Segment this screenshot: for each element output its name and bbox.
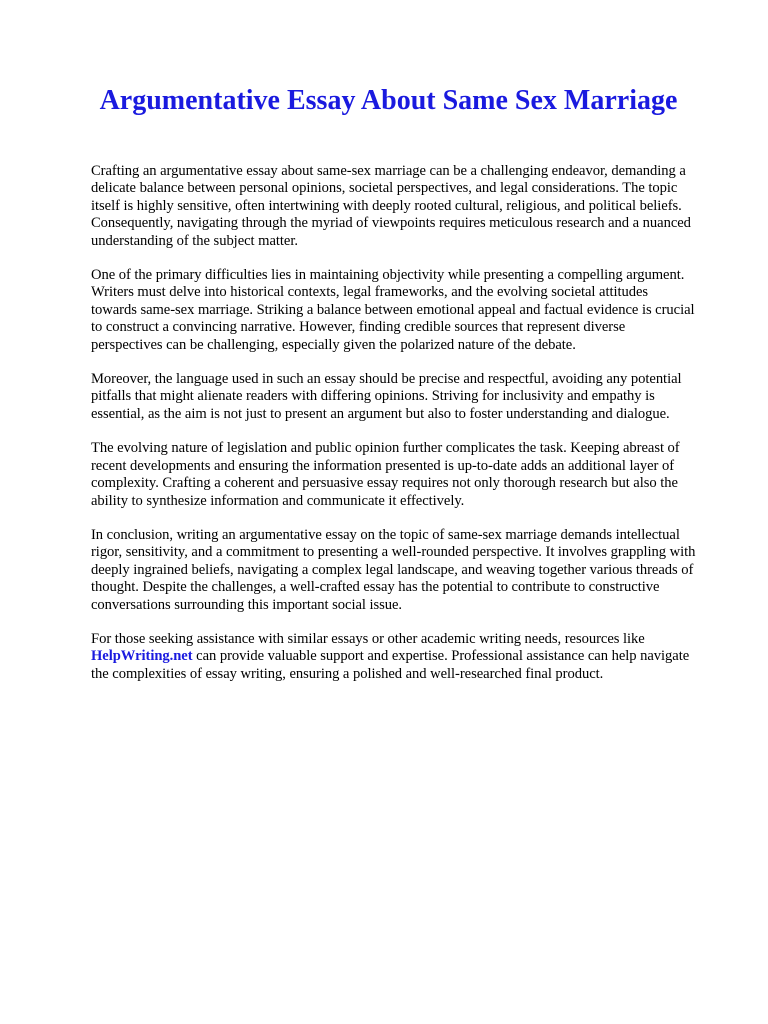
body-paragraph-4: The evolving nature of legislation and public opinion further complicates the task. Keeping abreast of recent developments and ensuring the information presented is up-to-date adds an additional layer of complexity. Crafting a coherent and persuasive essay requires not only thorough research but also the ability to synthesize information and communicate it effectively. [91, 440, 680, 509]
closing-text-after-link: can provide valuable support and expertise. Professional assistance can help navigate the complexities of essay writing, ensuring a polished and well-researched final product. [91, 648, 690, 682]
body-paragraph-5: In conclusion, writing an argumentative essay on the topic of same-sex marriage demands intellectual rigor, sensitivity, and a commitment to presenting a well-rounded perspective. It involves grappling with deeply ingrained beliefs, navigating a complex legal landscape, and weaving together various threads of thought. Despite the challenges, a well-crafted essay has the potential to contribute to constructive conversations surrounding this important social issue. [91, 526, 696, 613]
helpwriting-link[interactable]: HelpWriting.net [91, 648, 193, 665]
document-title: Argumentative Essay About Same Sex Marriage [99, 85, 678, 116]
body-paragraph-1: Crafting an argumentative essay about same-sex marriage can be a challenging endeavor, demanding a delicate balance between personal opinions, societal perspectives, and legal considerations. The topic itself is highly sensitive, often intertwining with deeply rooted cultural, religious, and political beliefs. Consequently, navigating through the myriad of viewpoints requires meticulous research and a nuanced understanding of the subject matter. [91, 163, 691, 249]
body-paragraph-3: Moreover, the language used in such an essay should be precise and respectful, avoiding any potential pitfalls that might alienate readers with differing opinions. Striving for inclusivity and empathy is essential, as the aim is not just to present an argument but also to foster understanding and dialogue. [91, 371, 682, 422]
closing-text-before-link: For those seeking assistance with similar essays or other academic writing needs, resources like [91, 630, 645, 647]
body-paragraph-2: One of the primary difficulties lies in maintaining objectivity while presenting a compelling argument. Writers must delve into historical contexts, legal frameworks, and the evolving societal attitudes towards same-sex marriage. Striking a balance between emotional appeal and factual evidence is crucial to construct a convincing narrative. However, finding credible sources that represent diverse perspectives can be challenging, especially given the polarized nature of the debate. [91, 267, 695, 353]
closing-paragraph [91, 631, 696, 683]
